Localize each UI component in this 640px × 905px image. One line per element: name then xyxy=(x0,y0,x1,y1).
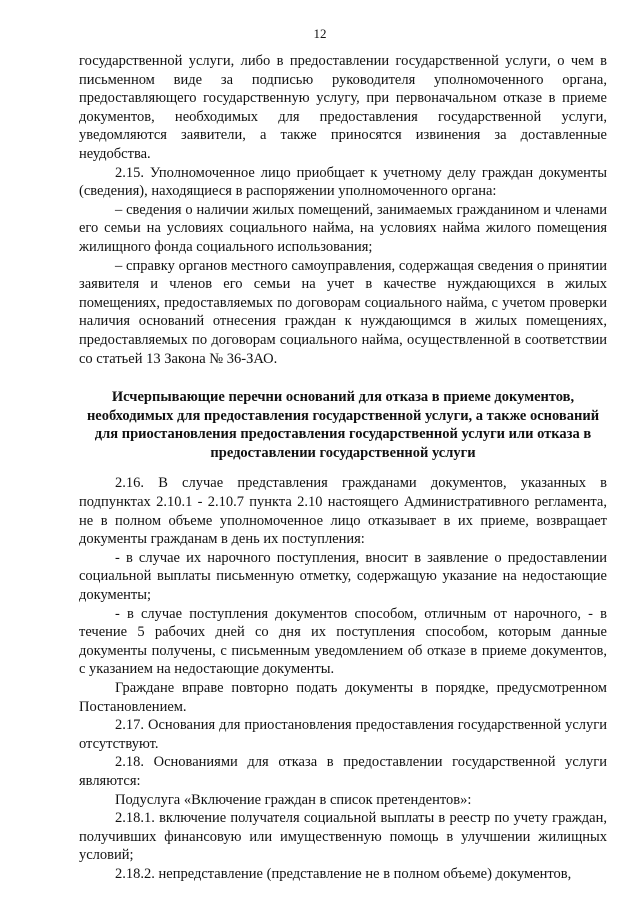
list-item-other-delivery: - в случае поступления документов способом, отличным от нарочного, - в течение 5 рабочих дней со дня их поступления способом, которым данные документы получены, с письменным уведомлением об отказе в приеме документов, с указанием на недостающие документы. xyxy=(79,605,607,678)
paragraph-2-16: 2.16. В случае представления гражданами документов, указанных в подпунктах 2.10.1 - 2.10.7 пункта 2.10 настоящего Административного регламента, не в полном объеме уполномоченное лицо отказывает в их приеме, возвращает документы гражданам в день их поступления: xyxy=(79,475,607,548)
section-heading: Исчерпывающие перечни оснований для отказа в приеме документов, необходимых для предоставления государственной услуги, а также оснований для приостановления предоставления государственной услуги или отказа в предоставлении государственной услуги xyxy=(86,389,600,461)
list-item-municipal-certificate: – справку органов местного самоуправления, содержащая сведения о принятии заявителя и членов его семьи на учет в качестве нуждающихся в жилых помещениях, предоставляемых по договорам социального найма, с учетом проверки наличия оснований отнесения граждан к нуждающимся в жилых помещениях, предоставляемых по договорам социального найма, осуществленной в соответствии со статьей 13 Закона № 36-ЗАО. xyxy=(79,257,607,367)
list-item-courier-delivery: - в случае их нарочного поступления, вносит в заявление о предоставлении социальной выплаты письменную отметку, содержащую указание на недостающие документы; xyxy=(79,549,607,604)
paragraph-2-15: 2.15. Уполномоченное лицо приобщает к учетному делу граждан документы (сведения), находящиеся в распоряжении уполномоченного органа: xyxy=(79,164,607,200)
paragraph-2-18-2: 2.18.2. непредставление (представление не в полном объеме) документов, xyxy=(115,865,572,882)
paragraph-2-18-1: 2.18.1. включение получателя социальной выплаты в реестр по учету граждан, получивших финансовую или имущественную помощь в улучшении жилищных условий; xyxy=(79,810,607,864)
list-item-housing-info: – сведения о наличии жилых помещений, занимаемых гражданином и членами его семьи на условиях социального найма, на условиях найма жилого помещения жилищного фонда социального использования; xyxy=(79,201,607,255)
page-body xyxy=(79,52,607,884)
page-number: 12 xyxy=(313,26,327,41)
paragraph-2-18: 2.18. Основаниями для отказа в предоставлении государственной услуги являются: xyxy=(79,754,607,789)
paragraph-continuation: государственной услуги, либо в предоставлении государственной услуги, о чем в письменном виде за подписью руководителя уполномоченного органа, предоставляющего государственную услугу, при первоначальном отказе в приеме документов, необходимых для предоставления государственной услуги, уведомляются заявители, а также приносятся извинения за доставленные неудобства. xyxy=(79,53,607,162)
paragraph-2-17: 2.17. Основания для приостановления предоставления государственной услуги отсутствуют. xyxy=(79,717,607,752)
subservice-title: Подуслуга «Включение граждан в список претендентов»: xyxy=(115,791,472,808)
paragraph-resubmission: Граждане вправе повторно подать документы в порядке, предусмотренном Постановлением. xyxy=(79,680,607,715)
